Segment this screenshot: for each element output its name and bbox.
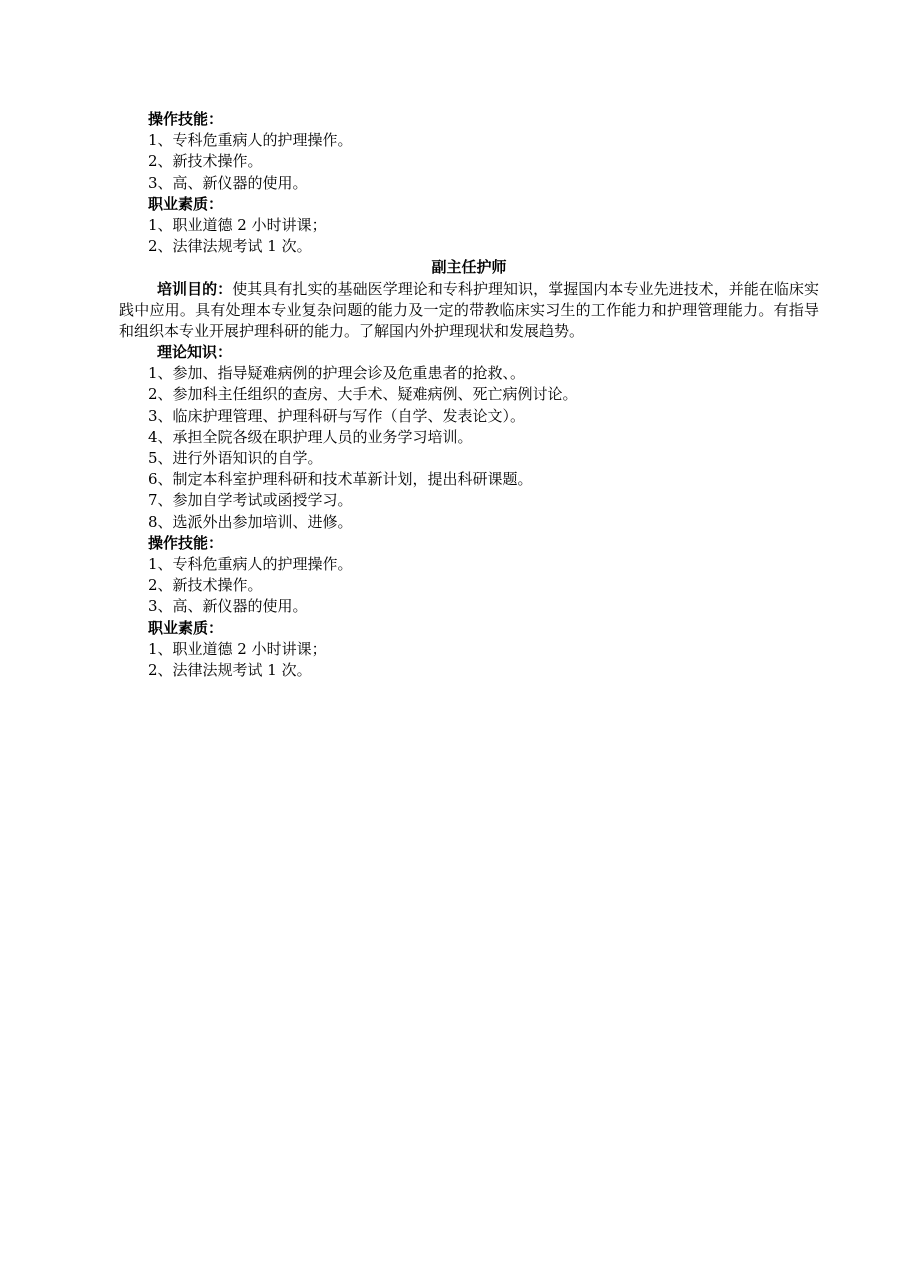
list-item: 3、高、新仪器的使用。 bbox=[148, 597, 308, 616]
list-item: 8、选派外出参加培训、进修。 bbox=[148, 512, 353, 531]
list-item: 2、参加科主任组织的查房、大手术、疑难病例、死亡病例讨论。 bbox=[148, 385, 578, 404]
section-heading-quality: 职业素质： bbox=[148, 618, 224, 637]
list-item: 2、新技术操作。 bbox=[148, 576, 263, 595]
page-title: 副主任护师 bbox=[431, 258, 507, 277]
section-heading-quality: 职业素质： bbox=[148, 194, 224, 213]
document-page bbox=[119, 109, 819, 681]
list-item: 2、法律法规考试 1 次。 bbox=[148, 660, 312, 679]
list-item: 2、法律法规考试 1 次。 bbox=[148, 237, 312, 256]
list-item: 1、职业道德 2 小时讲课； bbox=[148, 215, 327, 234]
section-heading-theory: 理论知识： bbox=[157, 343, 233, 362]
list-item: 1、专科危重病人的护理操作。 bbox=[148, 131, 353, 150]
list-item: 4、承担全院各级在职护理人员的业务学习培训。 bbox=[148, 427, 473, 446]
list-item: 1、参加、指导疑难病例的护理会诊及危重患者的抢救、。 bbox=[148, 364, 526, 383]
purpose-text: 使其具有扎实的基础医学理论和专科护理知识，掌握国内本专业先进技术，并能在临床实践中应用。具有处理本专业复杂问题的能力及一定的带教临床实习生的工作能力和护理管理能力。有指导和组织本专业开展护理科研的能力。了解国内外护理现状和发展趋势。 bbox=[119, 279, 819, 340]
list-item: 1、专科危重病人的护理操作。 bbox=[148, 554, 353, 573]
section-heading-skills: 操作技能： bbox=[148, 110, 224, 128]
purpose-paragraph bbox=[119, 279, 819, 343]
list-item: 2、新技术操作。 bbox=[148, 152, 263, 171]
list-item: 6、制定本科室护理科研和技术革新计划，提出科研课题。 bbox=[148, 470, 533, 489]
list-item: 7、参加自学考试或函授学习。 bbox=[148, 491, 353, 510]
list-item: 3、高、新仪器的使用。 bbox=[148, 173, 308, 192]
list-item: 3、临床护理管理、护理科研与写作（自学、发表论文）。 bbox=[148, 406, 526, 425]
purpose-label: 培训目的： bbox=[157, 279, 233, 298]
list-item: 5、进行外语知识的自学。 bbox=[148, 449, 323, 468]
section-heading-skills: 操作技能： bbox=[148, 533, 224, 552]
list-item: 1、职业道德 2 小时讲课； bbox=[148, 639, 327, 658]
